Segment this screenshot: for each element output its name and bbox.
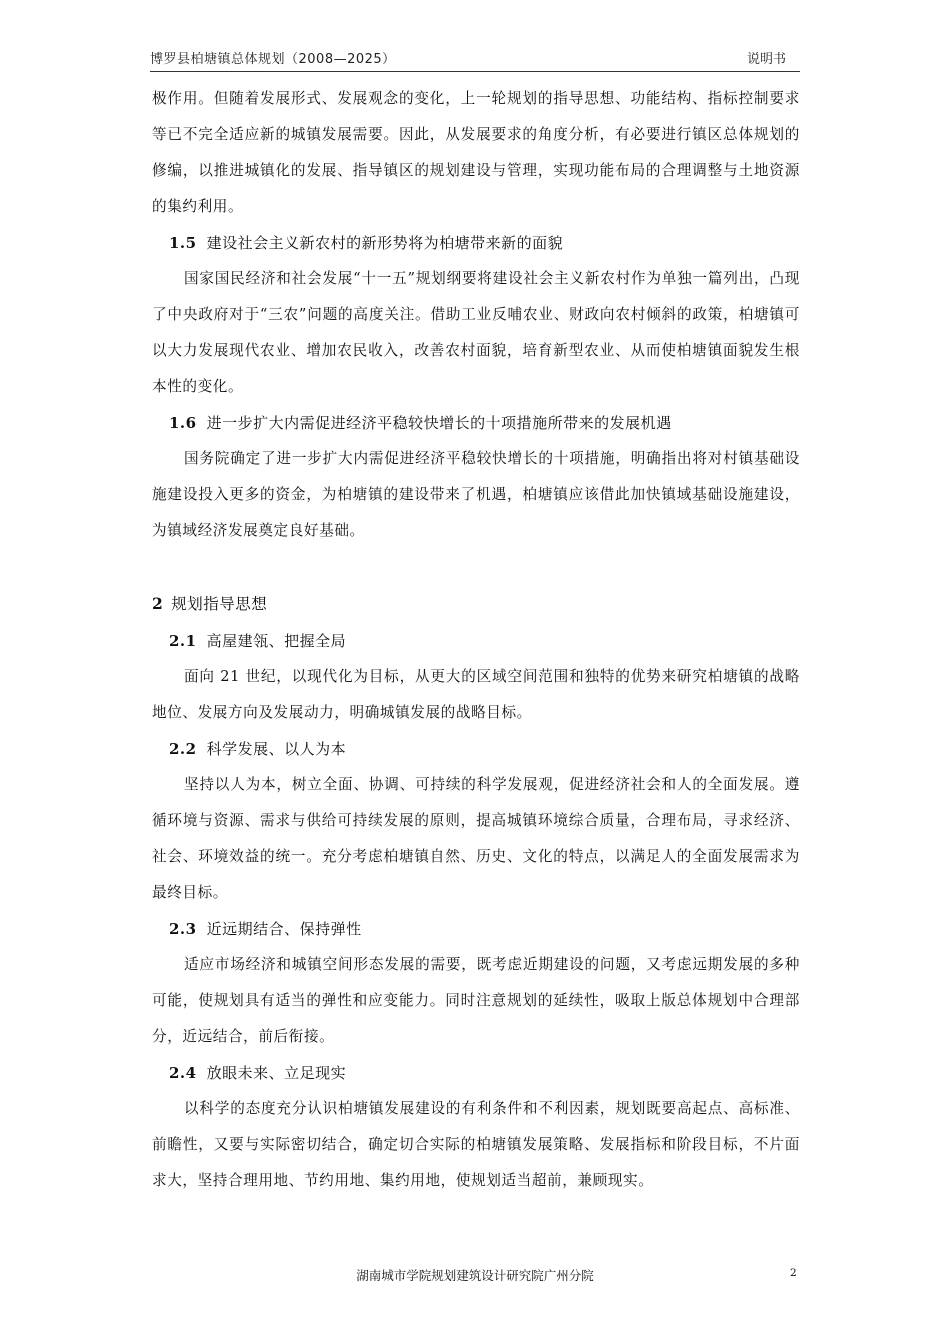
page-number: 2: [790, 1267, 797, 1279]
page-body: [152, 81, 800, 1199]
intro-paragraph: 极作用。但随着发展形式、发展观念的变化，上一轮规划的指导思想、功能结构、指标控制要求等已不完全适应新的城镇发展需要。因此，从发展要求的角度分析，有必要进行镇区总体规划的修编，以推进城镇化的发展、指导镇区的规划建设与管理，实现功能布局的合理调整与土地资源的集约利用。: [152, 90, 800, 215]
section-2-3-heading: [152, 911, 800, 947]
chapter-title: 规划指导思想: [171, 595, 268, 613]
section-2-2-heading: [152, 731, 800, 767]
section-2-3-body: 适应市场经济和城镇空间形态发展的需要，既考虑近期建设的问题，又考虑远期发展的多种可能，使规划具有适当的弹性和应变能力。同时注意规划的延续性，吸取上版总体规划中合理部分，近远结合，前后衔接。: [152, 956, 800, 1045]
section-1-6-body: 国务院确定了进一步扩大内需促进经济平稳较快增长的十项措施，明确指出将对村镇基础设施建设投入更多的资金，为柏塘镇的建设带来了机遇，柏塘镇应该借此加快镇域基础设施建设，为镇域经济发展奠定良好基础。: [152, 450, 800, 539]
section-title: 科学发展、以人为本: [206, 740, 347, 758]
section-2-1-body: 面向 21 世纪，以现代化为目标，从更大的区域空间范围和独特的优势来研究柏塘镇的战略地位、发展方向及发展动力，明确城镇发展的战略目标。: [152, 668, 800, 721]
section-1-6-heading: [152, 405, 800, 441]
section-number: 1.6: [169, 414, 197, 432]
section-2-4-body: 以科学的态度充分认识柏塘镇发展建设的有利条件和不利因素，规划既要高起点、高标准、前瞻性，又要与实际密切结合，确定切合实际的柏塘镇发展策略、发展指标和阶段目标，不片面求大，坚持合理用地、节约用地、集约用地，使规划适当超前，兼顾现实。: [152, 1100, 800, 1189]
section-2-4-heading: [152, 1055, 800, 1091]
section-title: 进一步扩大内需促进经济平稳较快增长的十项措施所带来的发展机遇: [206, 414, 672, 432]
footer-organization: 湖南城市学院规划建筑设计研究院广州分院: [356, 1268, 594, 1283]
section-number: 2.1: [169, 632, 197, 650]
page-footer: [0, 1266, 950, 1286]
section-2-1-heading: [152, 623, 800, 659]
chapter-2-heading: [152, 585, 800, 623]
section-title: 放眼未来、立足现实: [206, 1064, 347, 1082]
section-number: 2.2: [169, 740, 197, 758]
section-title: 近远期结合、保持弹性: [206, 920, 362, 938]
document-type: 说明书: [746, 52, 786, 67]
section-1-5-heading: [152, 225, 800, 261]
chapter-number: 2: [152, 594, 164, 613]
section-2-2-body: 坚持以人为本，树立全面、协调、可持续的科学发展观，促进经济社会和人的全面发展。遵循环境与资源、需求与供给可持续发展的原则，提高城镇环境综合质量，合理布局，寻求经济、社会、环境效益的统一。充分考虑柏塘镇自然、历史、文化的特点，以满足人的全面发展需求为最终目标。: [152, 776, 800, 901]
section-title: 高屋建瓴、把握全局: [206, 632, 347, 650]
section-title: 建设社会主义新农村的新形势将为柏塘带来新的面貌: [206, 234, 564, 252]
header-divider: [150, 71, 800, 72]
section-number: 1.5: [169, 234, 197, 252]
section-number: 2.4: [169, 1064, 197, 1082]
section-1-5-body: 国家国民经济和社会发展“十一五”规划纲要将建设社会主义新农村作为单独一篇列出，凸现了中央政府对于“三农”问题的高度关注。借助工业反哺农业、财政向农村倾斜的政策，柏塘镇可以大力发展现代农业、增加农民收入，改善农村面貌，培育新型农业、从而使柏塘镇面貌发生根本性的变化。: [152, 270, 800, 395]
document-title: 博罗县柏塘镇总体规划（2008—2025）: [150, 52, 396, 67]
section-number: 2.3: [169, 920, 197, 938]
page-header: [150, 46, 800, 70]
